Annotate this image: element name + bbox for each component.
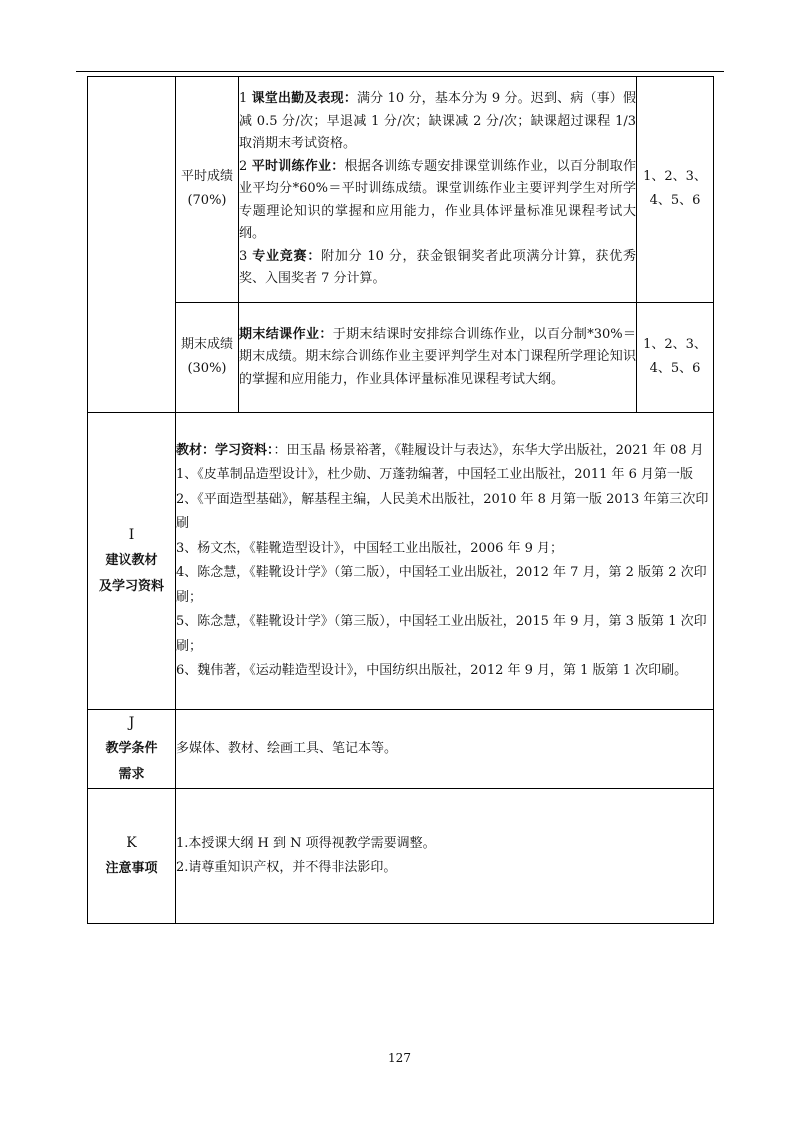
final-text: 于期末结课时安排综合训练作业，以百分制*30%＝期末成绩。期末综合训练作业主要评判学生对本门课程所学理论知识的掌握和应用能力，作业具体评量标准见课程考试大纲。 — [239, 326, 636, 387]
regular-grade-pct: (70%) — [187, 193, 227, 209]
syllabus-page — [87, 76, 714, 924]
item-title: 课堂出勤及表现 — [251, 91, 344, 106]
section-j-title-line2: 需求 — [118, 767, 145, 782]
item-title: 专业竞赛 — [252, 248, 308, 264]
final-title: 期末结课作业 — [239, 326, 320, 342]
textbook-lead: 教材：学习资料： — [176, 442, 274, 458]
section-k-letter: K — [126, 835, 137, 851]
regular-item — [239, 88, 636, 156]
teaching-conditions: 多媒体、教材、绘画工具、笔记本等。 — [176, 740, 398, 756]
section-k-label — [88, 789, 176, 924]
section-i-title-line1: 建议教材 — [105, 553, 158, 568]
reference-item: 2、《平面造型基础》，解基程主编，人民美术出版社，2010 年 8 月第一版 2013 年第三次印刷 — [176, 491, 709, 531]
item-sep: ： — [307, 248, 322, 264]
reference-item: 3、杨文杰，《鞋靴造型设计》，中国轻工业出版社，2006 年 9 月； — [176, 540, 564, 556]
section-j-label — [88, 710, 176, 789]
section-i-row — [88, 413, 714, 710]
regular-grade-objectives: 1、2、3、4、5、6 — [637, 77, 714, 302]
item-text: 满分 10 分，基本分为 9 分。迟到、病（事）假减 0.5 分/次；早退减 1 分/次；缺课减 2 分/次；缺课超过课程 1/3 取消期末考试资格。 — [239, 91, 636, 151]
regular-grade-content — [239, 77, 637, 302]
regular-grade-row — [176, 77, 713, 302]
assessment-row — [88, 77, 714, 413]
reference-item: 6、魏伟著，《运动鞋造型设计》，中国纺织出版社，2012 年 9 月，第 1 版第 1 次印刷。 — [176, 663, 688, 678]
section-i-label — [88, 413, 176, 710]
regular-grade-label: 平时成绩 — [180, 169, 233, 185]
final-grade-pct: (30%) — [187, 361, 227, 377]
section-k-title: 注意事项 — [105, 861, 158, 876]
item-number: 3 — [239, 248, 248, 264]
reference-item: 5、陈念慧，《鞋靴设计学》（第三版），中国轻工业出版社，2015 年 9 月，第 3 版第 1 次印刷； — [176, 614, 707, 654]
textbook-text: ：田玉晶 杨景裕著，《鞋履设计与表达》，东华大学出版社，2021 年 08 月 — [273, 442, 704, 458]
item-title: 平时训练作业 — [251, 158, 332, 174]
item-number: 2 — [239, 158, 248, 174]
section-k-content — [176, 789, 714, 924]
section-j-row — [88, 710, 714, 789]
section-i-title-line2: 及学习资料 — [98, 579, 164, 594]
assessment-detail-cell — [176, 77, 714, 413]
syllabus-table — [87, 76, 714, 924]
regular-item — [239, 156, 636, 246]
final-grade-row — [176, 302, 713, 412]
final-grade-objectives: 1、2、3、4、5、6 — [637, 302, 714, 412]
section-i-letter: I — [128, 527, 135, 543]
section-j-letter: J — [128, 715, 135, 731]
assessment-inner-table — [176, 77, 713, 412]
reference-item: 1、《皮革制品造型设计》，杜少勋、万蓬勃编著，中国轻工业出版社，2011 年 6 月第一版 — [176, 467, 694, 482]
assessment-label-cell — [88, 77, 176, 413]
section-j-title-line1: 教学条件 — [105, 741, 158, 756]
item-text: 根据各训练专题安排课堂训练作业，以百分制取作业平均分*60%＝平时训练成绩。课堂训练作业主要评判学生对所学专题理论知识的掌握和应用能力，作业具体评量标准见课程考试大纲。 — [239, 158, 636, 241]
page-number: 127 — [388, 1051, 411, 1065]
textbook-line — [176, 439, 713, 464]
regular-item — [239, 246, 636, 291]
section-i-content — [176, 413, 714, 710]
final-grade-label: 期末成绩 — [180, 337, 233, 353]
regular-grade-label-cell — [176, 77, 239, 302]
notice-item: 1.本授课大纲 H 到 N 项得视教学需要调整。 — [176, 835, 436, 851]
final-grade-content — [239, 302, 637, 412]
section-j-content — [176, 710, 714, 789]
final-sep: ： — [319, 326, 333, 342]
item-sep: ： — [331, 158, 345, 174]
item-sep: ： — [343, 91, 357, 106]
item-text: 附加分 10 分，获金银铜奖者此项满分计算，获优秀奖、入围奖者 7 分计算。 — [239, 248, 636, 286]
final-grade-label-cell — [176, 302, 239, 412]
header-rule — [76, 71, 724, 72]
notice-item: 2.请尊重知识产权，并不得非法影印。 — [176, 860, 397, 875]
reference-item: 4、陈念慧，《鞋靴设计学》（第二版），中国轻工业出版社，2012 年 7 月，第 2 版第 2 次印刷； — [176, 565, 707, 605]
item-number: 1 — [239, 91, 248, 106]
section-k-row — [88, 789, 714, 924]
